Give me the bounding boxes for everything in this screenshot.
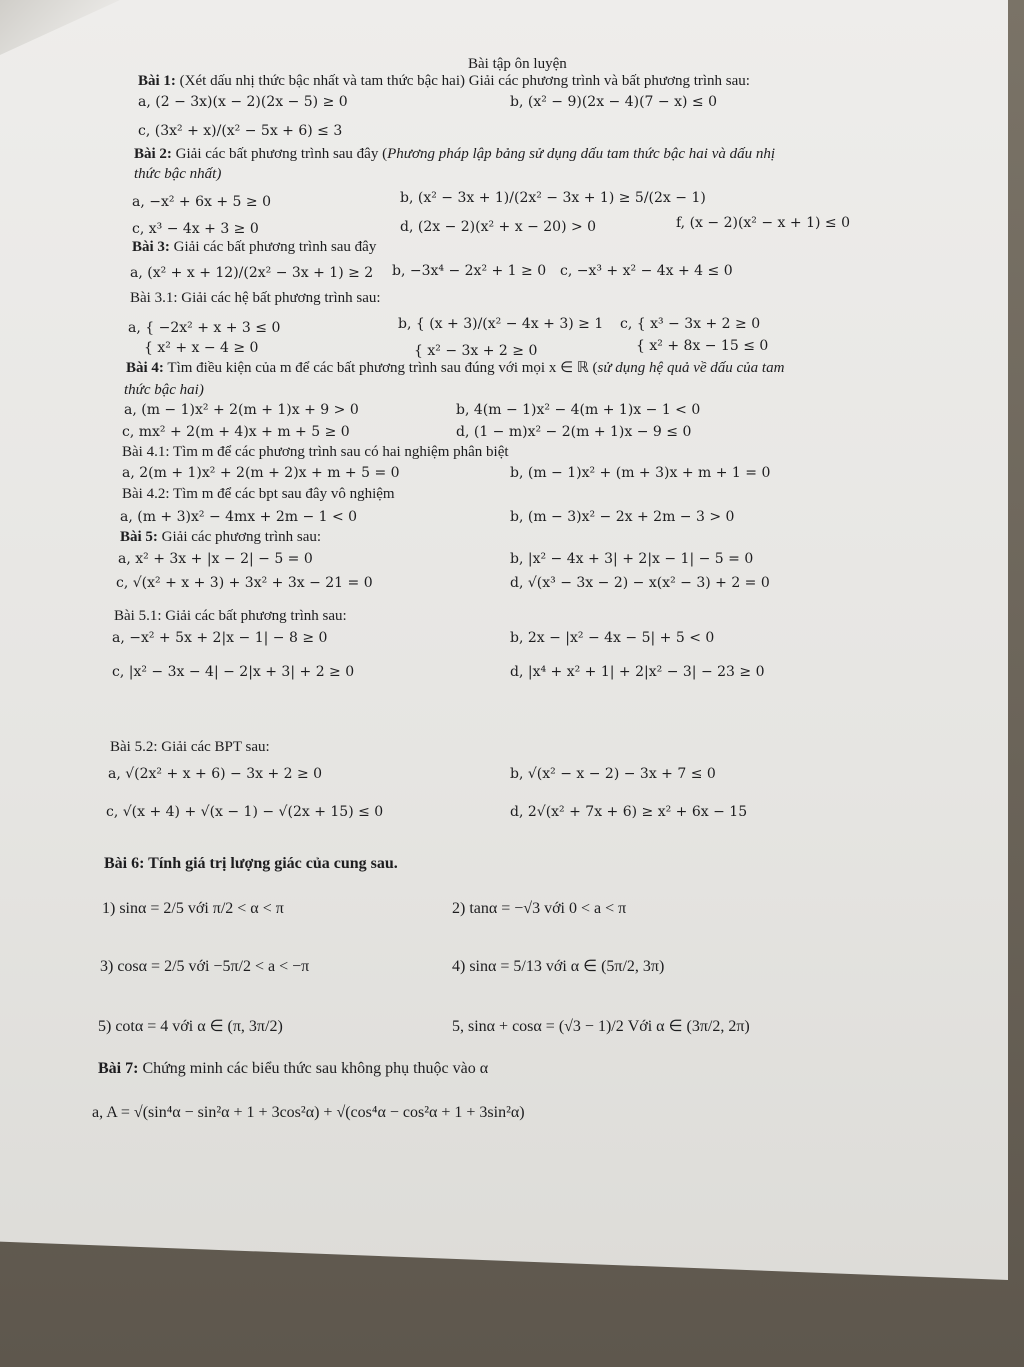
bai2-note: Phương pháp lập bảng sử dụng dấu tam thức bậc hai và dấu nhị <box>387 146 776 162</box>
bai3-heading <box>132 239 376 256</box>
bai52-heading: Bài 5.2: Giải các BPT sau: <box>110 739 270 755</box>
bai41-b: b, (m − 1)x² + (m + 3)x + m + 1 = 0 <box>510 465 771 481</box>
bai2-a: a, −x² + 6x + 5 ≥ 0 <box>132 194 271 210</box>
bai2-text: Giải các bất phương trình sau đây ( <box>175 146 388 162</box>
bai6-item-3: 3) cosα = 2/5 với −5π/2 < a < −π <box>100 958 310 975</box>
bai1-text: (Xét dấu nhị thức bậc nhất và tam thức bậc hai) Giải các phương trình và bất phương trình sau: <box>179 73 750 89</box>
bai31-c-line1: c, { x³ − 3x + 2 ≥ 0 <box>620 316 761 332</box>
bai7-text: Chứng minh các biểu thức sau không phụ thuộc vào α <box>142 1060 489 1077</box>
bai6-item-1: 1) sinα = 2/5 với π/2 < α < π <box>102 900 284 917</box>
bai2-d: d, (2x − 2)(x² + x − 20) > 0 <box>400 219 597 235</box>
bai41-a: a, 2(m + 1)x² + 2(m + 2)x + m + 5 = 0 <box>122 465 400 481</box>
bai4-b: b, 4(m − 1)x² − 4(m + 1)x − 1 < 0 <box>456 402 701 418</box>
bai1-label: Bài 1: <box>138 73 176 89</box>
bai4-text: Tìm điều kiện của m để các bất phương trình sau đúng với mọi x ∈ ℝ ( <box>167 360 598 376</box>
bai6-item-5: 5) cotα = 4 với α ∈ (π, 3π/2) <box>98 1018 283 1035</box>
bai2-label: Bài 2: <box>134 146 172 162</box>
bai42-heading: Bài 4.2: Tìm m để các bpt sau đây vô nghiệm <box>122 486 395 502</box>
bai51-d: d, |x⁴ + x² + 1| + 2|x² − 3| − 23 ≥ 0 <box>510 664 765 680</box>
bai4-c: c, mx² + 2(m + 4)x + m + 5 ≥ 0 <box>122 424 350 440</box>
bai7-a: a, A = √(sin⁴α − sin²α + 1 + 3cos²α) + √(cos⁴α − cos²α + 1 + 3sin²α) <box>92 1104 525 1121</box>
bai31-heading: Bài 3.1: Giải các hệ bất phương trình sau: <box>130 290 381 306</box>
bai7-label: Bài 7: <box>98 1060 139 1077</box>
bai5-text: Giải các phương trình sau: <box>161 529 322 545</box>
bai6-item-4: 4) sinα = 5/13 với α ∈ (5π/2, 3π) <box>452 958 665 975</box>
bai4-note: sử dụng hệ quả về dấu của tam <box>597 360 785 376</box>
page-title: Bài tập ôn luyện <box>468 56 567 72</box>
bai51-a: a, −x² + 5x + 2|x − 1| − 8 ≥ 0 <box>112 630 328 646</box>
bai42-b: b, (m − 3)x² − 2x + 2m − 3 > 0 <box>510 509 735 525</box>
bai51-heading: Bài 5.1: Giải các bất phương trình sau: <box>114 608 347 624</box>
bai41-heading: Bài 4.1: Tìm m để các phương trình sau có hai nghiệm phân biệt <box>122 444 509 460</box>
bai31-b-line2: { x² − 3x + 2 ≥ 0 <box>414 343 538 359</box>
bai5-b: b, |x² − 4x + 3| + 2|x − 1| − 5 = 0 <box>510 551 754 567</box>
bai3-a: a, (x² + x + 12)/(2x² − 3x + 1) ≥ 2 <box>130 265 374 281</box>
bai2-heading <box>134 146 775 163</box>
bai5-d: d, √(x³ − 3x − 2) − x(x² − 3) + 2 = 0 <box>510 575 770 591</box>
bai52-d: d, 2√(x² + 7x + 6) ≥ x² + 6x − 15 <box>510 804 748 820</box>
bai6-item-6: 5, sinα + cosα = (√3 − 1)/2 Với α ∈ (3π/2, 2π) <box>452 1018 750 1035</box>
bai6-item-2: 2) tanα = −√3 với 0 < a < π <box>452 900 627 917</box>
bai6-heading <box>104 855 398 872</box>
bai31-b-line1: b, { (x + 3)/(x² − 4x + 3) ≥ 1 <box>398 316 604 332</box>
bai5-heading <box>120 529 321 546</box>
bai2-c: c, x³ − 4x + 3 ≥ 0 <box>132 221 259 237</box>
bai3-text: Giải các bất phương trình sau đây <box>173 239 377 255</box>
bai1-heading <box>138 73 750 90</box>
bai6-text: Tính giá trị lượng giác của cung sau. <box>148 855 398 872</box>
bai4-heading <box>126 360 784 377</box>
bai51-b: b, 2x − |x² − 4x − 5| + 5 < 0 <box>510 630 715 646</box>
bai5-c: c, √(x² + x + 3) + 3x² + 3x − 21 = 0 <box>116 575 373 591</box>
bai1-c: c, (3x² + x)/(x² − 5x + 6) ≤ 3 <box>138 123 343 139</box>
bai7-heading <box>98 1060 488 1077</box>
bai31-c-line2: { x² + 8x − 15 ≤ 0 <box>636 338 769 354</box>
bai5-a: a, x² + 3x + |x − 2| − 5 = 0 <box>118 551 313 567</box>
bai2-f: f, (x − 2)(x² − x + 1) ≤ 0 <box>676 215 850 231</box>
bai4-a: a, (m − 1)x² + 2(m + 1)x + 9 > 0 <box>124 402 359 418</box>
bai3-label: Bài 3: <box>132 239 170 255</box>
bai2-note-cont: thức bậc nhất) <box>134 166 222 182</box>
bai31-a-line1: a, { −2x² + x + 3 ≤ 0 <box>128 320 281 336</box>
bai1-b: b, (x² − 9)(2x − 4)(7 − x) ≤ 0 <box>510 94 717 110</box>
bai4-d: d, (1 − m)x² − 2(m + 1)x − 9 ≤ 0 <box>456 424 692 440</box>
bai2-b: b, (x² − 3x + 1)/(2x² − 3x + 1) ≥ 5/(2x − 1) <box>400 190 706 206</box>
bai42-a: a, (m + 3)x² − 4mx + 2m − 1 < 0 <box>120 509 358 525</box>
bai1-a: a, (2 − 3x)(x − 2)(2x − 5) ≥ 0 <box>138 94 348 110</box>
bai5-label: Bài 5: <box>120 529 158 545</box>
bai4-note-cont: thức bậc hai) <box>124 382 204 398</box>
bai4-label: Bài 4: <box>126 360 164 376</box>
bai3-c: c, −x³ + x² − 4x + 4 ≤ 0 <box>560 263 733 279</box>
bai52-b: b, √(x² − x − 2) − 3x + 7 ≤ 0 <box>510 766 716 782</box>
bai31-a-line2: { x² + x − 4 ≥ 0 <box>144 340 259 356</box>
bai51-c: c, |x² − 3x − 4| − 2|x + 3| + 2 ≥ 0 <box>112 664 355 680</box>
bai52-a: a, √(2x² + x + 6) − 3x + 2 ≥ 0 <box>108 766 323 782</box>
bai52-c: c, √(x + 4) + √(x − 1) − √(2x + 15) ≤ 0 <box>106 804 384 820</box>
bai3-b: b, −3x⁴ − 2x² + 1 ≥ 0 <box>392 263 547 279</box>
bai6-label: Bài 6: <box>104 855 145 872</box>
